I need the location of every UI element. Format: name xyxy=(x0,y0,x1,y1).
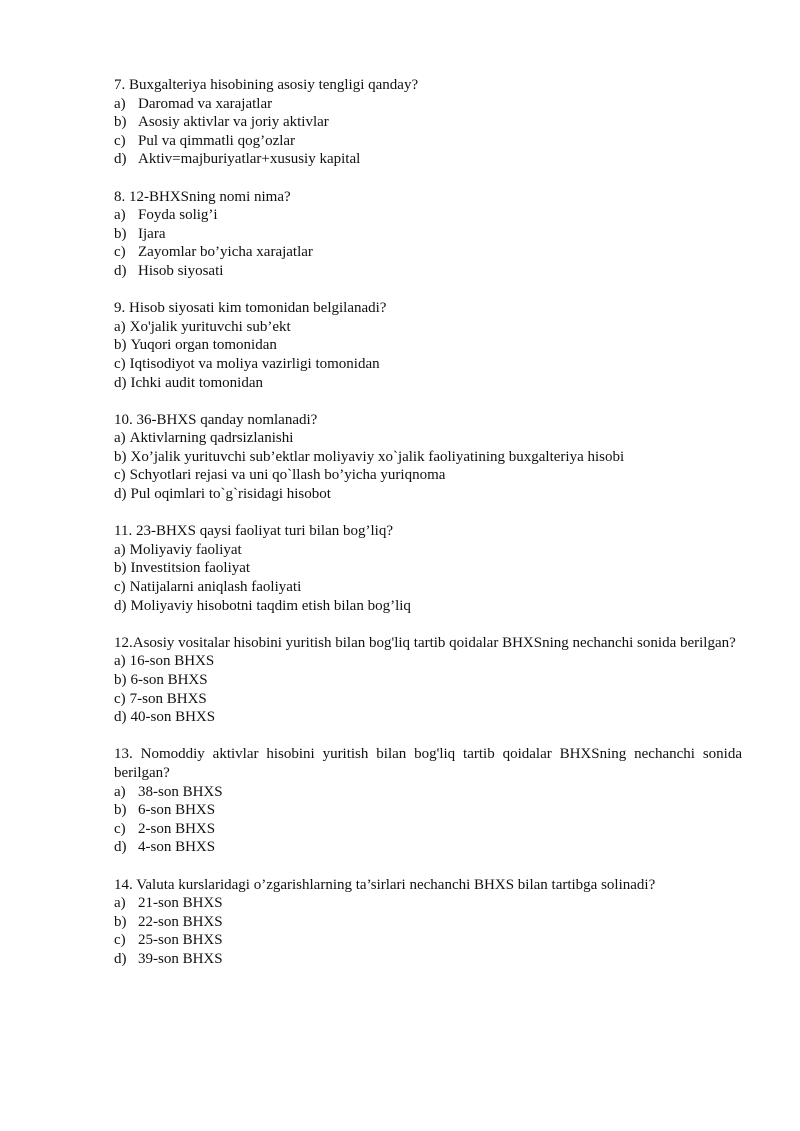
option-letter: a) xyxy=(114,541,126,558)
option-a xyxy=(114,429,742,448)
option-b xyxy=(114,559,742,578)
option-letter: d) xyxy=(114,374,127,391)
option-letter: c) xyxy=(114,355,126,372)
option-a xyxy=(114,783,742,802)
option-a xyxy=(114,206,742,225)
option-text: Yuqori organ tomonidan xyxy=(130,337,277,354)
option-letter: c) xyxy=(114,579,126,596)
question-12 xyxy=(114,634,742,727)
option-text: Foyda solig’i xyxy=(138,207,218,224)
question-10 xyxy=(114,411,742,504)
option-text: Daromad va xarajatlar xyxy=(138,95,273,112)
option-text: 2-son BHXS xyxy=(138,820,216,837)
option-a xyxy=(114,652,742,671)
option-letter: c) xyxy=(114,690,126,707)
option-text: 39-son BHXS xyxy=(138,950,223,967)
option-d xyxy=(114,485,742,504)
option-letter: d) xyxy=(114,262,127,279)
option-letter: d) xyxy=(114,839,127,856)
option-letter: d) xyxy=(114,486,127,503)
question-text: 9. Hisob siyosati kim tomonidan belgilanadi? xyxy=(114,300,387,317)
option-text: 6-son BHXS xyxy=(130,672,208,688)
option-letter: d) xyxy=(114,597,127,614)
question-7 xyxy=(114,76,742,169)
option-letter: b) xyxy=(114,672,127,688)
option-letter: c) xyxy=(114,932,126,949)
option-c xyxy=(114,578,742,597)
option-text: 40-son BHXS xyxy=(130,709,216,726)
option-text: 7-son BHXS xyxy=(129,690,207,707)
question-text: 8. 12-BHXSning nomi nima? xyxy=(114,188,291,205)
question-text: 7. Buxgalteriya hisobining asosiy tengligi qanday? xyxy=(114,77,419,93)
option-text: Pul oqimlari to`g`risidagi hisobot xyxy=(130,486,331,503)
option-text: Iqtisodiyot va moliya vazirligi tomonidan xyxy=(129,355,380,372)
option-b xyxy=(114,913,742,932)
option-letter: a) xyxy=(114,783,126,800)
question-text: 14. Valuta kurslaridagi o’zgarishlarning ta’sirlari nechanchi BHXS bilan tartibga solinadi? xyxy=(114,876,656,893)
option-d xyxy=(114,150,742,169)
option-letter: d) xyxy=(114,950,127,967)
option-b xyxy=(114,336,742,355)
option-text: 21-son BHXS xyxy=(138,895,223,912)
option-letter: c) xyxy=(114,244,126,261)
option-letter: a) xyxy=(114,895,126,912)
option-text: Hisob siyosati xyxy=(138,262,224,279)
question-text: 11. 23-BHXS qaysi faoliyat turi bilan bog’liq? xyxy=(114,523,393,540)
question-11 xyxy=(114,522,742,615)
question-13 xyxy=(114,745,742,857)
option-letter: a) xyxy=(114,653,126,670)
option-b xyxy=(114,801,742,820)
option-text: Aktivlarning qadrsizlanishi xyxy=(129,430,294,447)
option-letter: b) xyxy=(114,560,127,577)
option-c xyxy=(114,132,742,151)
question-text: 10. 36-BHXS qanday nomlanadi? xyxy=(114,411,318,428)
option-text: 22-son BHXS xyxy=(138,913,223,930)
question-14 xyxy=(114,876,742,969)
option-letter: c) xyxy=(114,820,126,837)
option-letter: b) xyxy=(114,448,127,465)
option-text: Asosiy aktivlar va joriy aktivlar xyxy=(138,114,329,131)
option-letter: b) xyxy=(114,913,127,930)
option-letter: c) xyxy=(114,467,126,484)
option-text: Moliyaviy hisobotni taqdim etish bilan bog’liq xyxy=(130,597,411,614)
option-text: Moliyaviy faoliyat xyxy=(129,541,242,558)
option-text: 16-son BHXS xyxy=(129,653,215,670)
option-b xyxy=(114,113,742,132)
option-c xyxy=(114,690,742,709)
option-a xyxy=(114,95,742,114)
option-a xyxy=(114,894,742,913)
option-letter: c) xyxy=(114,132,126,149)
option-text: 6-son BHXS xyxy=(138,802,216,819)
question-8 xyxy=(114,188,742,281)
question-text: 13. Nomoddiy aktivlar hisobini yuritish bilan bog'liq tartib qoidalar BHXSning nechanchi sonida berilgan? xyxy=(114,746,742,781)
option-text: 4-son BHXS xyxy=(138,839,216,856)
option-text: Xo'jalik yurituvchi sub’ekt xyxy=(129,318,291,335)
option-b xyxy=(114,671,742,690)
option-b xyxy=(114,225,742,244)
option-c xyxy=(114,243,742,262)
question-9 xyxy=(114,299,742,392)
document-page xyxy=(114,76,742,987)
option-letter: b) xyxy=(114,114,127,131)
option-letter: a) xyxy=(114,207,126,224)
option-d xyxy=(114,262,742,281)
option-a xyxy=(114,541,742,560)
option-b xyxy=(114,448,742,467)
option-letter: d) xyxy=(114,151,127,168)
option-letter: a) xyxy=(114,95,126,112)
question-text: 12.Asosiy vositalar hisobini yuritish bilan bog'liq tartib qoidalar BHXSning nechanchi sonida berilgan? xyxy=(114,634,736,651)
option-text: Ichki audit tomonidan xyxy=(130,374,263,391)
option-text: Natijalarni aniqlash faoliyati xyxy=(129,579,302,596)
option-letter: d) xyxy=(114,709,127,726)
option-text: Pul va qimmatli qog’ozlar xyxy=(138,132,296,149)
option-letter: a) xyxy=(114,430,126,447)
option-text: Schyotlari rejasi va uni qo`llash bo’yicha yuriqnoma xyxy=(129,467,446,484)
option-letter: b) xyxy=(114,802,127,819)
option-text: 25-son BHXS xyxy=(138,932,223,949)
option-d xyxy=(114,838,742,857)
option-d xyxy=(114,708,742,727)
option-c xyxy=(114,355,742,374)
option-text: Investitsion faoliyat xyxy=(130,560,251,577)
option-text: Zayomlar bo’yicha xarajatlar xyxy=(138,244,313,261)
option-c xyxy=(114,820,742,839)
option-letter: a) xyxy=(114,318,126,335)
option-a xyxy=(114,318,742,337)
option-d xyxy=(114,597,742,616)
option-c xyxy=(114,931,742,950)
option-d xyxy=(114,374,742,393)
option-text: Ijara xyxy=(138,225,166,242)
option-d xyxy=(114,950,742,969)
option-letter: b) xyxy=(114,337,127,354)
option-text: Xo’jalik yurituvchi sub’ektlar moliyaviy xo`jalik faoliyatining buxgalteriya hisobi xyxy=(130,448,625,465)
option-letter: b) xyxy=(114,225,127,242)
option-text: Aktiv=majburiyatlar+xususiy kapital xyxy=(138,151,361,168)
option-c xyxy=(114,466,742,485)
option-text: 38-son BHXS xyxy=(138,783,223,800)
